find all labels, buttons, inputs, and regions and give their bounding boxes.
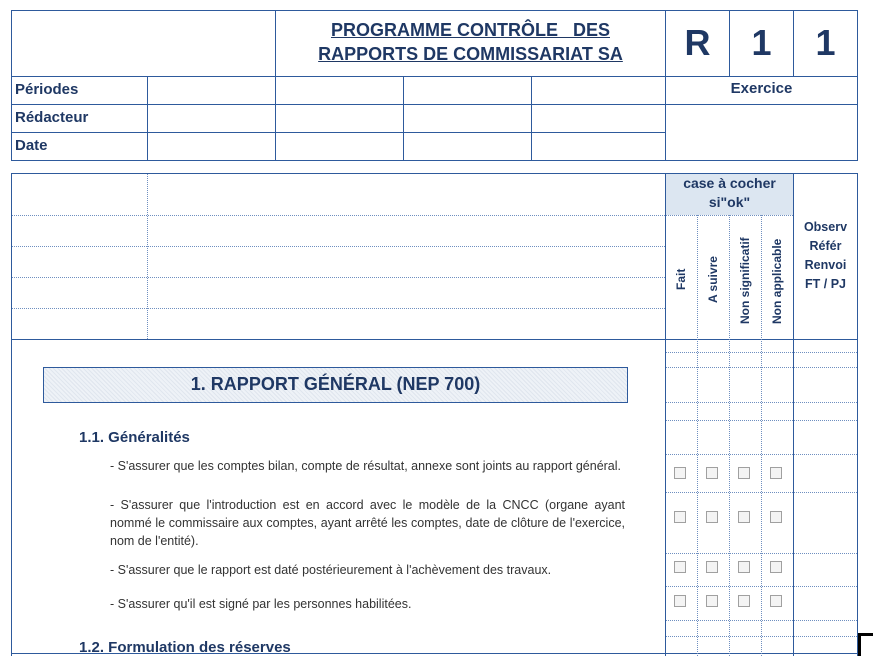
code-1a: 1 [751, 22, 772, 63]
periodes-field-1[interactable] [148, 77, 275, 104]
code-r: R [684, 22, 711, 63]
periodes-field-3[interactable] [404, 77, 531, 104]
observ-line-1: Observ [803, 220, 848, 234]
redacteur-field[interactable] [148, 105, 275, 132]
checkbox-non-significatif-4[interactable] [738, 595, 750, 607]
checkbox-header-line2: si"ok" [708, 194, 751, 210]
page-title-line1: PROGRAMME CONTRÔLE DES [330, 20, 610, 40]
redacteur-label: Rédacteur [15, 109, 89, 126]
check-item-2: - S'assurer que l'introduction est en accord avec le modèle de la CNCC (organe ayant nommé le commissaire aux comptes, ayant arrêté les comptes, date de clôture de l'exercice, nom de l'entité). [110, 498, 625, 548]
checkbox-a-suivre-2[interactable] [706, 511, 718, 523]
checkbox-non-applicable-4[interactable] [770, 595, 782, 607]
date-field[interactable] [148, 133, 275, 160]
checkbox-fait-3[interactable] [674, 561, 686, 573]
exercice-field[interactable] [666, 105, 857, 160]
date-label: Date [15, 137, 48, 154]
checkbox-non-significatif-1[interactable] [738, 467, 750, 479]
observ-line-3: Renvoi [804, 258, 847, 272]
code-1b: 1 [815, 22, 836, 63]
corner-marker [858, 633, 873, 656]
checkbox-a-suivre-1[interactable] [706, 467, 718, 479]
col-non-applicable: Non applicable [770, 238, 784, 324]
checkbox-a-suivre-4[interactable] [706, 595, 718, 607]
checkbox-non-applicable-1[interactable] [770, 467, 782, 479]
exercice-label: Exercice [730, 80, 793, 97]
check-item-3: - S'assurer que le rapport est daté postérieurement à l'achèvement des travaux. [110, 563, 552, 577]
checkbox-fait-1[interactable] [674, 467, 686, 479]
checkbox-non-significatif-2[interactable] [738, 511, 750, 523]
page-title-line2: RAPPORTS DE COMMISSARIAT SA [318, 44, 623, 64]
checkbox-non-applicable-2[interactable] [770, 511, 782, 523]
check-item-4: - S'assurer qu'il est signé par les personnes habilitées. [110, 597, 412, 611]
checkbox-a-suivre-3[interactable] [706, 561, 718, 573]
section-title: 1. RAPPORT GÉNÉRAL (NEP 700) [190, 374, 481, 394]
checkbox-fait-4[interactable] [674, 595, 686, 607]
col-non-significatif: Non significatif [738, 237, 752, 324]
subsection-reserves: 1.2. Formulation des réserves [79, 639, 291, 656]
checkbox-fait-2[interactable] [674, 511, 686, 523]
periodes-field-4[interactable] [532, 77, 665, 104]
checkbox-non-significatif-3[interactable] [738, 561, 750, 573]
observ-line-4: FT / PJ [805, 277, 846, 291]
subsection-generalites: 1.1. Généralités [79, 429, 190, 446]
col-fait: Fait [674, 268, 688, 290]
periodes-label: Périodes [15, 81, 79, 98]
check-item-1: - S'assurer que les comptes bilan, compte de résultat, annexe sont joints au rapport général. [110, 459, 622, 473]
checkbox-header-line1: case à cocher [683, 175, 776, 191]
col-a-suivre: A suivre [706, 256, 720, 303]
observ-line-2: Référ [809, 239, 842, 253]
checkbox-non-applicable-3[interactable] [770, 561, 782, 573]
periodes-field-2[interactable] [276, 77, 403, 104]
